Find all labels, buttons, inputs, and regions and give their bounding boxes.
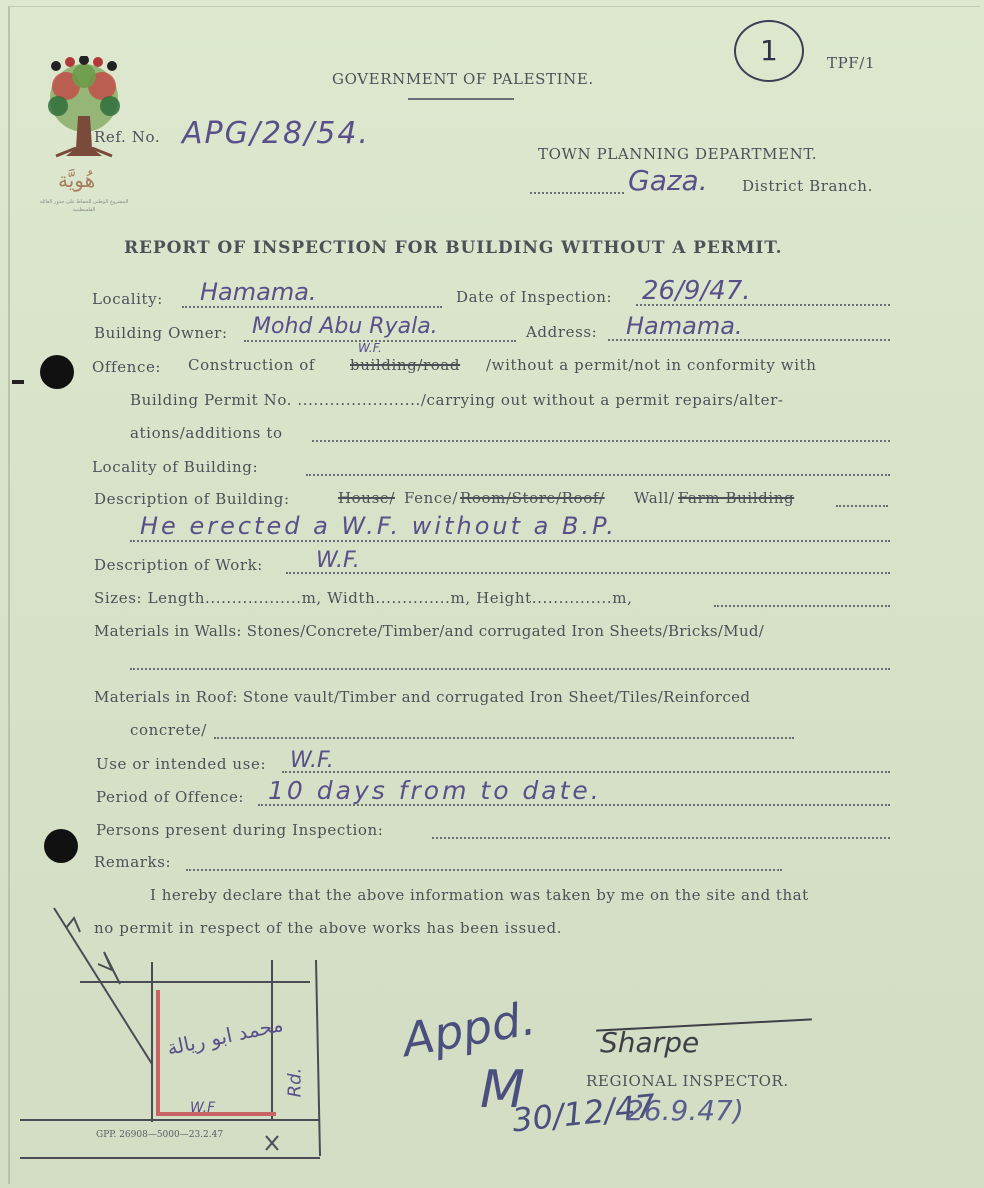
punch-hole-top [40, 355, 74, 389]
locality-dots [182, 306, 442, 308]
desc-building-text-1: Fence/ [404, 489, 459, 507]
desc-building-struck-2: Room/Store/Roof/ [460, 489, 605, 507]
inspector-signature: Sharpe [600, 1026, 700, 1059]
declaration-line-1: I hereby declare that the above information was taken by me on the site and that [150, 886, 809, 904]
declaration-line-2: no permit in respect of the above works has been issued. [94, 919, 563, 937]
binding-mark [12, 380, 24, 384]
use-value: W.F. [290, 748, 334, 773]
roof-line-1: Materials in Roof: Stone vault/Timber and corrugated Iron Sheet/Tiles/Reinforced [94, 688, 751, 706]
ref-label: Ref. No. [94, 128, 161, 146]
sizes-dots [714, 605, 890, 607]
offence-text-2: /without a permit/not in conformity with [486, 356, 817, 374]
roof-line-2: concrete/ [130, 721, 207, 739]
government-heading: GOVERNMENT OF PALESTINE. [332, 70, 594, 88]
ref-number: APG/28/54. [182, 116, 370, 151]
walls-line: Materials in Walls: Stones/Concrete/Timber/and corrugated Iron Sheets/Bricks/Mud/ [94, 622, 765, 640]
sketch-road-label: Rd. [284, 1067, 306, 1098]
persons-dots [432, 837, 890, 839]
offence-line-3: ations/additions to [130, 424, 283, 442]
offence-text-1: Construction of [188, 356, 315, 374]
period-value: 10 days from to date. [268, 776, 602, 805]
inspection-date-hand: 26.9.47) [626, 1094, 744, 1127]
offence-line-2: Building Permit No. ......................./carrying out without a permit repairs/alter- [130, 391, 784, 409]
page-number: 1 [760, 34, 778, 67]
desc-building-struck-3: Farm Building [678, 489, 795, 507]
address-label: Address: [526, 323, 598, 341]
desc-building-dots-1 [836, 505, 888, 507]
roof-dots [214, 737, 794, 739]
family-tree-logo-icon [36, 56, 132, 176]
offence-label: Offence: [92, 358, 162, 376]
sketch-owner-name: محمد ابو ريالة [164, 1011, 286, 1061]
owner-value: Mohd Abu Ryala. [252, 314, 438, 339]
branch-label: District Branch. [742, 177, 873, 195]
owner-label: Building Owner: [94, 324, 228, 342]
logo-subcaption: المشروع الوطني للحفاظ على جذور العائلة الفلسطينية [39, 199, 129, 213]
punch-hole-bottom [44, 829, 78, 863]
period-label: Period of Offence: [96, 788, 245, 806]
persons-label: Persons present during Inspection: [96, 821, 384, 839]
desc-work-label: Description of Work: [94, 556, 263, 574]
desc-work-value: W.F. [316, 548, 360, 573]
signature-stroke [596, 1018, 812, 1031]
approval-date: 30/12/47 [510, 1086, 658, 1140]
branch-name: Gaza. [628, 164, 708, 197]
date-value: 26/9/47. [642, 276, 751, 306]
form-code: TPF/1 [827, 54, 876, 72]
walls-dots [130, 668, 890, 670]
inspector-title: REGIONAL INSPECTOR. [586, 1072, 789, 1090]
locality-building-label: Locality of Building: [92, 458, 259, 476]
desc-building-text-2: Wall/ [634, 489, 675, 507]
locality-label: Locality: [92, 290, 163, 308]
offence-dots [312, 440, 890, 442]
approval-initials: M [480, 1060, 525, 1120]
desc-building-dots-2 [130, 540, 890, 542]
sketch-wf-label: W.F [190, 1100, 216, 1116]
desc-building-value: He erected a W.F. without a B.P. [140, 512, 617, 540]
date-label: Date of Inspection: [456, 288, 613, 306]
desc-building-label: Description of Building: [94, 490, 290, 508]
remarks-dots [186, 869, 782, 871]
use-label: Use or intended use: [96, 755, 267, 773]
branch-dots [530, 192, 624, 194]
logo-caption: هُويَّة [58, 168, 96, 192]
sizes-line: Sizes: Length..................m, Width..............m, Height...............m, [94, 589, 633, 607]
page-number-circle [734, 20, 804, 82]
offence-insertion: W.F. [358, 341, 382, 355]
remarks-label: Remarks: [94, 853, 172, 871]
print-code: GPP. 26908—5000—23.2.47 [96, 1130, 224, 1140]
report-title: REPORT OF INSPECTION FOR BUILDING WITHOUT A PERMIT. [124, 238, 783, 258]
desc-building-struck-1: House/ [338, 489, 396, 507]
department-heading: TOWN PLANNING DEPARTMENT. [538, 145, 818, 163]
offence-struck-text: building/road [350, 356, 461, 374]
use-dots [282, 771, 890, 773]
address-value: Hamama. [626, 312, 743, 340]
heading-rule [408, 98, 514, 100]
desc-work-dots [286, 572, 890, 574]
approval-note: Appd. [398, 990, 540, 1068]
locality-building-dots [306, 474, 890, 476]
locality-value: Hamama. [200, 278, 317, 306]
